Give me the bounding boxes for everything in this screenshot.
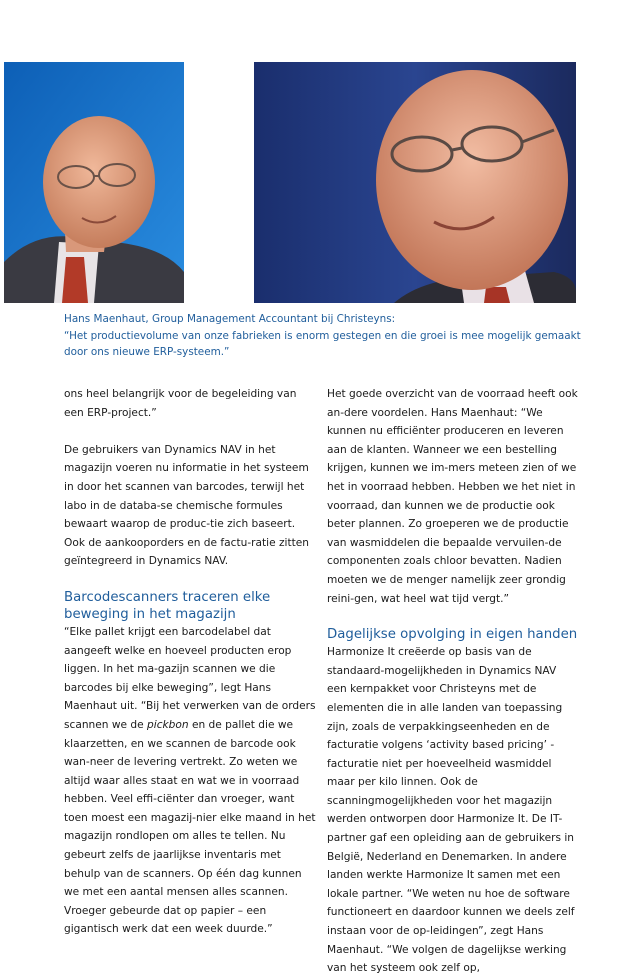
right-paragraph-2: Harmonize It creëerde op basis van de standaard-mogelijkheden in Dynamics NAV een kernpakket voor Christeyns met de elementen die in alle landen van toepassing zijn, zoals de verpakkingseenheden en de facturatie volgens ‘activity based pricing’ - facturatie niet per hoeveelheid wasmiddel maar per kilo linnen. Ook de scanningmogelijkheden voor het magazijn werden ontworpen door Harmonize It. De IT-partner gaf een opleiding aan de gebruikers in België, Nederland en Denemarken. In andere landen werkte Harmonize It samen met een lokale partner. “We weten nu hoe de software functioneert en daardoor kunnen we deels zelf instaan voor de op-leidingen”, zegt Hans Maenhaut. “We volgen de dagelijkse werking van het systeem ook zelf op, bbox=[327, 646, 575, 975]
left-paragraph-3-emphasis: pickbon bbox=[147, 718, 189, 731]
section-heading-dagelijkse-opvolging: Dagelijkse opvolging in eigen handen bbox=[327, 627, 578, 643]
photo-caption bbox=[64, 311, 584, 361]
portrait-illustration-right bbox=[254, 62, 576, 303]
caption-name-line: Hans Maenhaut, Group Management Accountant bij Christeyns: bbox=[64, 313, 396, 325]
caption-quote: “Het productievolume van onze fabrieken is enorm gestegen en die groei is mee mogelijk gemaakt door ons nieuwe ERP-systeem.” bbox=[64, 329, 581, 358]
left-column bbox=[64, 385, 316, 939]
left-paragraph-3-part-a: “Elke pallet krijgt een barcodelabel dat aangeeft welke en hoeveel producten erop liggen. In het ma-gazijn scannen we die barcodes bij elke beweging”, legt Hans Maenhaut uit. “Bij het verwerken van de orders scannen we de bbox=[64, 625, 316, 731]
photo-hans-maenhaut-right bbox=[254, 62, 576, 303]
left-paragraph-1: ons heel belangrijk voor de begeleiding van een ERP-project.” bbox=[64, 388, 297, 419]
portrait-illustration-left bbox=[4, 62, 184, 303]
left-paragraph-3-part-b: en de pallet die we klaarzetten, en we scannen de barcode ook wan-neer de levering vertrekt. Zo weten we altijd waar alles staat en wat we in voorraad hebben. Veel effi-ciënter dan vroeger, want toen moest een magazij-nier elke maand in het magazijn rondlopen om alles te tellen. Nu gebeurt zelfs de jaarlijkse inventaris met behulp van de scanners. Op één dag kunnen we met een aantal mensen alles scannen. Vroeger gebeurde dat op papier – een gigantisch werk dat een week duurde.” bbox=[64, 718, 316, 936]
right-column bbox=[327, 385, 579, 978]
photo-hans-maenhaut-left bbox=[4, 62, 184, 303]
section-heading-barcodescanners: Barcodescanners traceren elke beweging in het magazijn bbox=[64, 589, 271, 622]
right-paragraph-1: Het goede overzicht van de voorraad heeft ook an-dere voordelen. Hans Maenhaut: “We kunnen nu efficiënter produceren en leveren aan de klanten. Wanneer we een bestelling krijgen, kunnen we im-mers meteen zien of we het in voorraad hebben. Hebben we het niet in voorraad, dan kunnen we de productie ook beter plannen. Zo groeperen we de productie van wasmiddelen die bepaalde vervuilen-de componenten zoals chloor bevatten. Nadien moeten we de menger namelijk zeer grondig reini-gen, wat heel wat tijd vergt.” bbox=[327, 388, 578, 605]
left-paragraph-3 bbox=[64, 623, 316, 939]
left-paragraph-2: De gebruikers van Dynamics NAV in het magazijn voeren nu informatie in het systeem in door het scannen van barcodes, terwijl het labo in de databa-se chemische formules bewaart waarop de produc-tie zich baseert. Ook de aankooporders en de factu-ratie zitten geïntegreerd in Dynamics NAV. bbox=[64, 443, 310, 568]
